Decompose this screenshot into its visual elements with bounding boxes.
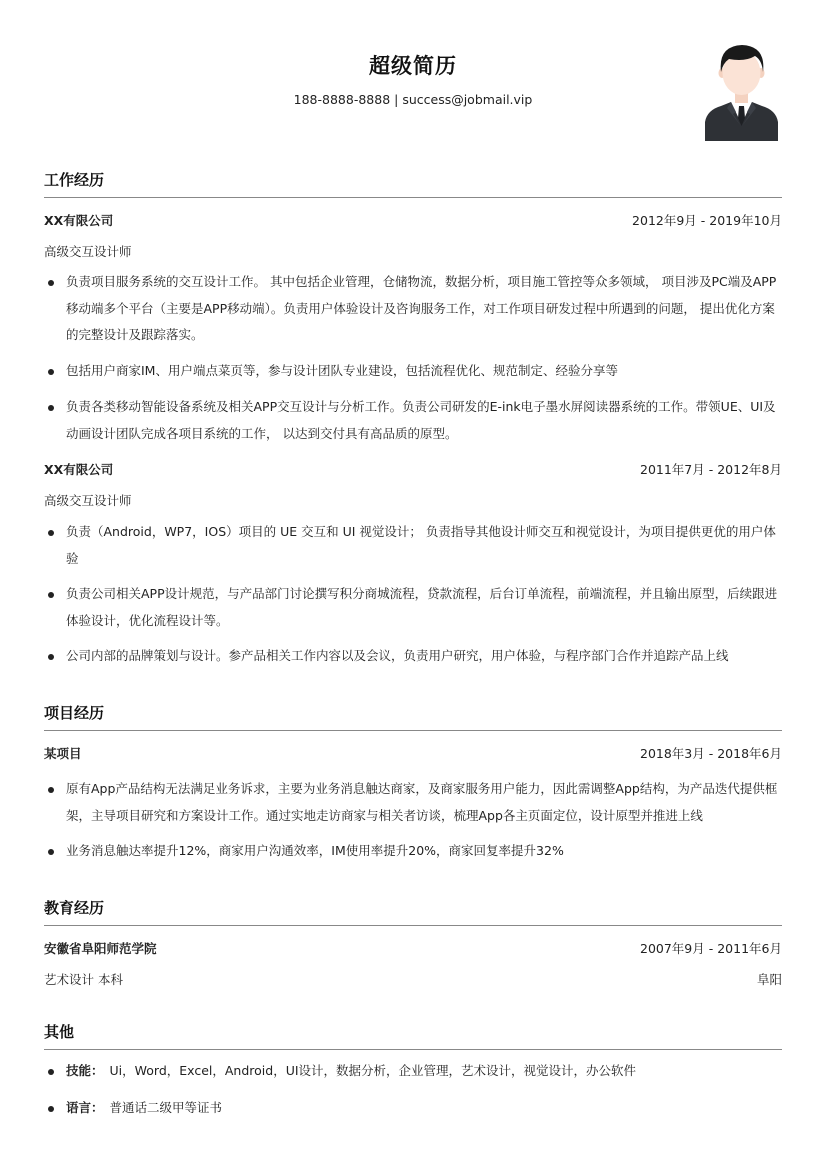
date-range: 2012年9月 - 2019年10月 (632, 213, 782, 228)
list-item: 负责（Android，WP7，IOS）项目的 UE 交互和 UI 视觉设计； 负责指导其他设计师交互和视觉设计，为项目提供更优的用户体验 (44, 519, 782, 572)
other-section-title: 其他 (44, 1021, 782, 1050)
list-item: 负责公司相关APP设计规范，与产品部门讨论撰写积分商城流程，贷款流程，后台订单流程，前端流程，并且输出原型，后续跟进体验设计，优化流程设计等。 (44, 581, 782, 634)
project-section-title: 项目经历 (44, 702, 782, 731)
other-items (44, 1058, 782, 1085)
candidate-name: 超级简历 (369, 54, 457, 78)
job-title: 高级交互设计师 (44, 244, 132, 259)
project-bullets (44, 776, 782, 829)
language-value: 普通话二级甲等证书 (109, 1100, 223, 1115)
avatar-icon (705, 42, 778, 141)
work-bullets (44, 643, 782, 670)
other-items (44, 1095, 782, 1122)
list-item: 原有App产品结构无法满足业务诉求，主要为业务消息触达商家，及商家服务用户能力，因此需调整App结构，为产品迭代提供框架，主导项目研究和方案设计工作。通过实地走访商家与相关者访谈，梳理App各主页面定位，设计原型并推进上线 (44, 776, 782, 829)
date-range: 2007年9月 - 2011年6月 (640, 941, 782, 956)
school-location: 阜阳 (756, 972, 782, 987)
contact-info: 188-8888-8888 | success@jobmail.vip (293, 92, 533, 107)
resume-header (0, 50, 826, 107)
skills-value: Ui，Word，Excel，Android，UI设计，数据分析，企业管理，艺术设计，视觉设计，办公软件 (109, 1063, 637, 1078)
list-item: 负责各类移动智能设备系统及相关APP交互设计与分析工作。负责公司研发的E-ink电子墨水屏阅读器系统的工作。带领UE、UI及动画设计团队完成各项目系统的工作， 以达到交付具有高品质的原型。 (44, 394, 782, 447)
project-bullets (44, 838, 782, 865)
list-item: 包括用户商家IM、用户端点菜页等，参与设计团队专业建设，包括流程优化、规范制定、经验分享等 (44, 358, 782, 385)
language-label: 语言： (66, 1100, 104, 1115)
company-name: XX有限公司 (44, 462, 114, 477)
job-title: 高级交互设计师 (44, 493, 132, 508)
education-section-title: 教育经历 (44, 897, 782, 926)
work-bullets (44, 519, 782, 572)
list-item (44, 1058, 782, 1085)
project-name: 某项目 (44, 746, 82, 761)
other-section (44, 1021, 782, 1050)
work-section-title: 工作经历 (44, 169, 782, 198)
list-item (44, 1095, 782, 1122)
major-degree: 艺术设计 本科 (44, 972, 123, 987)
list-item: 公司内部的品牌策划与设计。参产品相关工作内容以及会议，负责用户研究，用户体验，与程序部门合作并追踪产品上线 (44, 643, 782, 670)
work-section (44, 169, 782, 198)
company-name: XX有限公司 (44, 213, 114, 228)
date-range: 2011年7月 - 2012年8月 (640, 462, 782, 477)
work-bullets (44, 394, 782, 447)
work-bullets (44, 269, 782, 349)
education-section (44, 897, 782, 926)
work-bullets (44, 581, 782, 634)
skills-label: 技能： (66, 1063, 104, 1078)
work-bullets (44, 358, 782, 385)
list-item: 负责项目服务系统的交互设计工作。 其中包括企业管理，仓储物流，数据分析，项目施工管控等众多领域， 项目涉及PC端及APP移动端多个平台（主要是APP移动端）。负责用户体验设计及咨询服务工作，对工作项目研发过程中所遇到的问题， 提出优化方案的完整设计及跟踪落实。 (44, 269, 782, 349)
education-entry (44, 939, 782, 988)
work-entry (44, 460, 782, 509)
project-entry (44, 744, 782, 762)
list-item: 业务消息触达率提升12%，商家用户沟通效率，IM使用率提升20%，商家回复率提升32% (44, 838, 782, 865)
school-name: 安徽省阜阳师范学院 (44, 941, 157, 956)
project-section (44, 702, 782, 731)
date-range: 2018年3月 - 2018年6月 (640, 746, 782, 761)
work-entry (44, 211, 782, 260)
